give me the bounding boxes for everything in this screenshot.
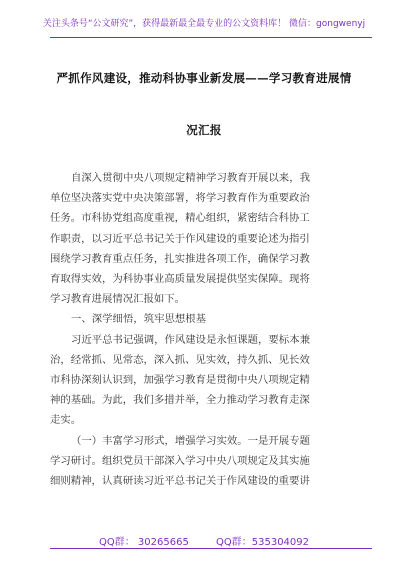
- paragraph-line: 细则精神，认真研读习近平总书记关于作风建设的重要讲: [50, 475, 310, 488]
- footer-qq-group-2: QQ群：535304092: [216, 537, 310, 548]
- document-body: [50, 168, 362, 491]
- footer-qq-group-1: QQ群： 30265665: [98, 537, 189, 548]
- paragraph-line: 市科协深刻认识到，加强学习教育是贯彻中央八项规定精: [50, 374, 310, 387]
- footer-divider: [50, 548, 372, 549]
- subsection-heading: （一）丰富学习形式，增强学习实效。一是开展专题: [71, 434, 310, 447]
- paragraph-line: 任务。市科协党组高度重视，精心组织，紧密结合科协工: [50, 212, 310, 225]
- document-title-line2: 况汇报: [186, 123, 222, 137]
- header-divider: [50, 37, 372, 38]
- footer-contact: [0, 533, 408, 548]
- document-title-line1: 严抓作风建设，推动科协事业新发展——学习教育进展情: [56, 71, 352, 85]
- paragraph-line: 神的基础。为此，我们多措并举，全力推动学习教育走深: [50, 394, 310, 407]
- paragraph-line: 自深入贯彻中央八项规定精神学习教育开展以来，我: [71, 172, 310, 184]
- paragraph-line: 作职责，以习近平总书记关于作风建设的重要论述为指引: [50, 232, 310, 245]
- section-heading: 一、深学细悟，筑牢思想根基: [71, 313, 207, 326]
- paragraph-line: 单位坚决落实党中央决策部署，将学习教育作为重要政治: [50, 192, 310, 205]
- paragraph-line: 习近平总书记强调，作风建设是永恒课题，要标本兼: [71, 333, 310, 346]
- paragraph-line: 治，经常抓、见常态，深入抓、见实效，持久抓、见长效: [50, 353, 310, 366]
- paragraph-line: 育取得实效，为科协事业高质量发展提供坚实保障。现将: [50, 273, 310, 286]
- paragraph-line: 学习教育进展情况汇报如下。: [50, 293, 186, 306]
- paragraph-line: 走实。: [50, 414, 82, 427]
- paragraph-line: 围绕学习教育重点任务，扎实推进各项工作，确保学习教: [50, 252, 310, 265]
- paragraph-line: 学习研讨。组织党员干部深入学习中央八项规定及其实施: [50, 454, 310, 467]
- header-banner: 关注头条号“公文研究”，获得最新最全最专业的公文资料库！ 微信：gongwenyj: [42, 19, 366, 29]
